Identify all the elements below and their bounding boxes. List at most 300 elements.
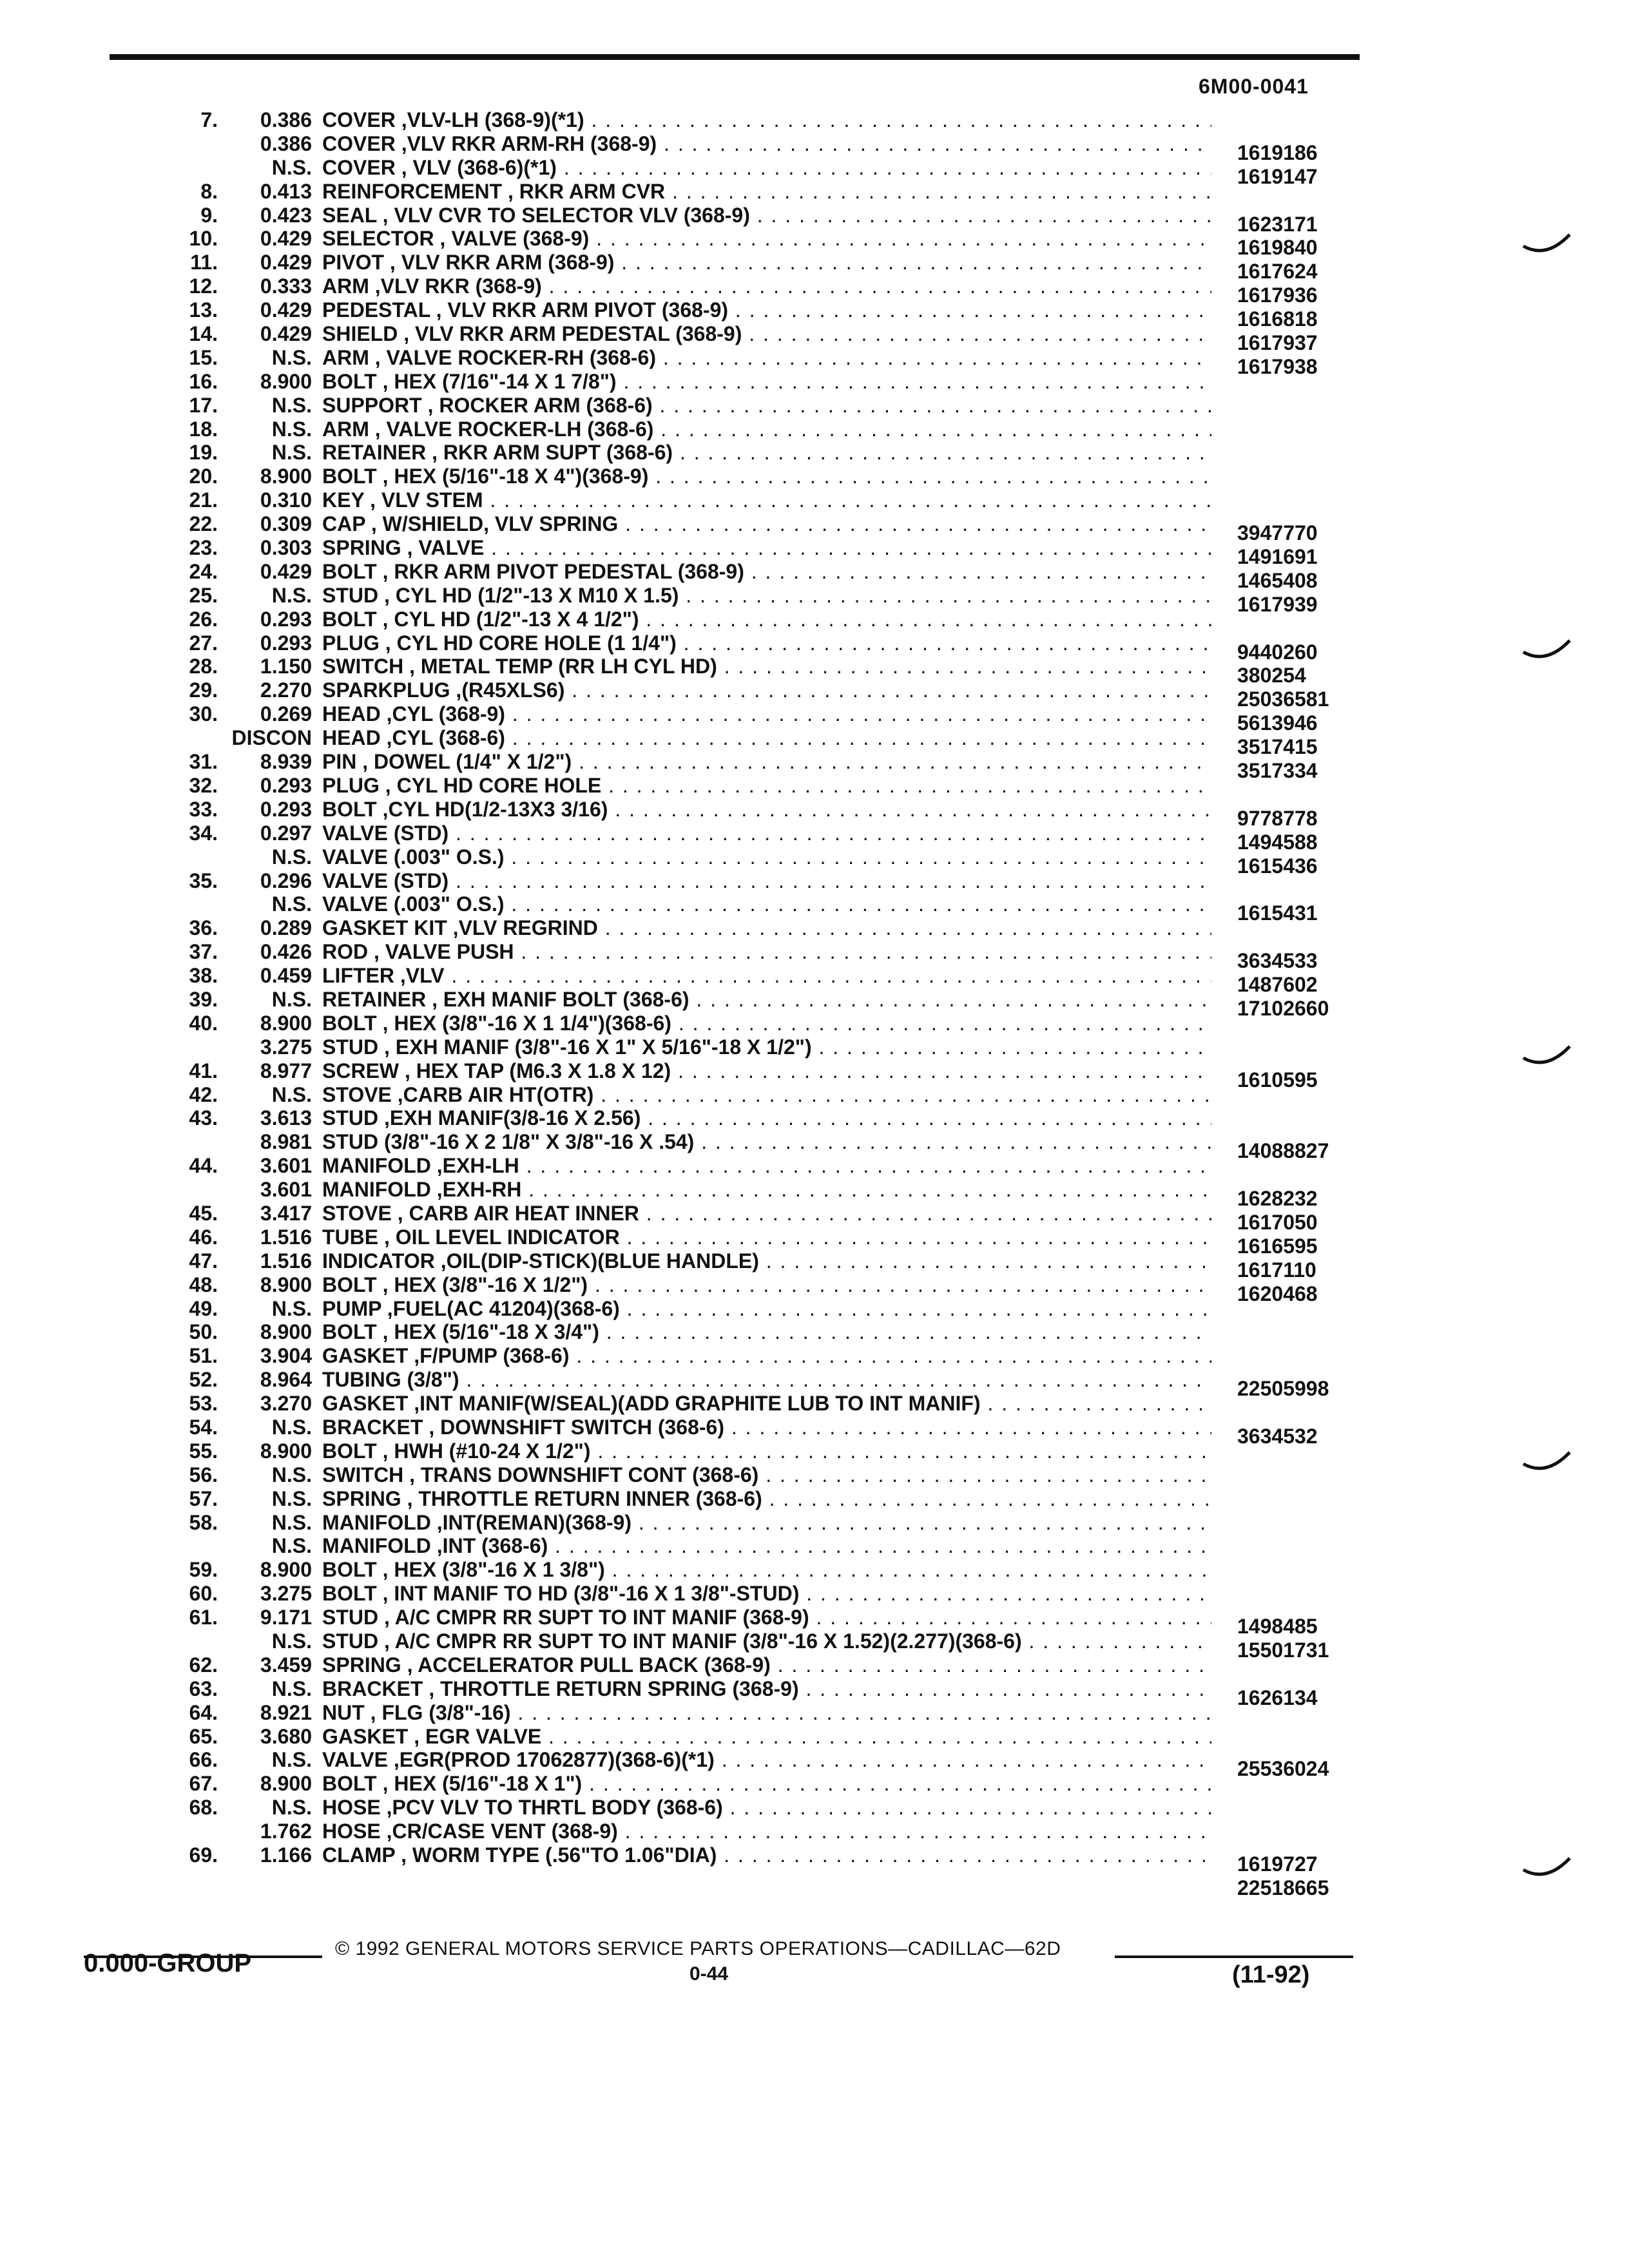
- part-description: BOLT , HEX (5/16"-18 X 1") . . .: [322, 1772, 1211, 1796]
- part-description: PLUG , CYL HD CORE HOLE . . .: [322, 774, 1211, 798]
- parts-row: [0, 1463, 1629, 1487]
- part-description: BOLT , RKR ARM PIVOT PEDESTAL (368-9) . . .: [322, 560, 1211, 584]
- item-number: 54.: [189, 1415, 218, 1439]
- group-number: N.S.: [271, 441, 312, 465]
- group-number: N.S.: [271, 1510, 312, 1534]
- group-number: 0.429: [260, 251, 312, 274]
- group-number: 0.293: [260, 631, 312, 655]
- top-rule: [110, 54, 1360, 60]
- parts-row: [0, 1320, 1629, 1344]
- group-number: N.S.: [271, 1748, 312, 1772]
- group-number: 0.429: [260, 227, 312, 251]
- item-number: 13.: [189, 298, 218, 322]
- part-description: BOLT , HEX (3/8"-16 X 1/2") . . .: [322, 1273, 1211, 1297]
- parts-row: [0, 465, 1629, 488]
- parts-row: [0, 608, 1629, 631]
- item-number: 52.: [189, 1368, 218, 1392]
- group-number: N.S.: [271, 417, 312, 441]
- item-number: 51.: [189, 1344, 218, 1368]
- item-number: 16.: [189, 369, 218, 393]
- item-number: 40.: [189, 1011, 218, 1035]
- parts-row: [0, 1344, 1629, 1368]
- part-description: HEAD ,CYL (368-9) . . .: [322, 702, 1211, 726]
- item-number: 65.: [189, 1724, 218, 1748]
- group-number: N.S.: [271, 345, 312, 369]
- group-number: 0.459: [260, 964, 312, 988]
- part-description: ARM , VALVE ROCKER-RH (368-6) . . .: [322, 346, 1211, 370]
- margin-tick-mark: [1521, 232, 1572, 258]
- item-number: 20.: [189, 465, 218, 488]
- group-number: 8.900: [260, 1011, 312, 1035]
- parts-row: [0, 583, 1629, 616]
- parts-row: [0, 322, 1629, 355]
- group-number: N.S.: [271, 987, 312, 1011]
- part-description: STUD ,EXH MANIF(3/8-16 X 2.56) . . .: [322, 1106, 1211, 1130]
- part-number: 14088827: [1237, 1139, 1329, 1163]
- group-number: 8.900: [260, 1558, 312, 1582]
- page-code: 6M00-0041: [1199, 75, 1309, 98]
- parts-row: [0, 1201, 1629, 1234]
- parts-row: [0, 702, 1629, 735]
- group-number: N.S.: [271, 1415, 312, 1439]
- part-description: HOSE ,CR/CASE VENT (368-9) . . .: [322, 1820, 1211, 1843]
- group-number: N.S.: [271, 393, 312, 417]
- item-number: 29.: [189, 678, 218, 702]
- parts-row: [0, 1772, 1629, 1796]
- parts-row: [0, 512, 1629, 545]
- part-number: 25036581: [1237, 687, 1329, 711]
- part-number: 5613946: [1237, 711, 1318, 735]
- group-number: 3.613: [260, 1106, 312, 1130]
- item-number: 62.: [189, 1653, 218, 1677]
- part-number: 1487602: [1237, 973, 1318, 997]
- item-number: 32.: [189, 773, 218, 797]
- group-number: 0.429: [260, 298, 312, 322]
- part-description: SPRING , THROTTLE RETURN INNER (368-6) . . .: [322, 1487, 1211, 1511]
- part-description: STUD , A/C CMPR RR SUPT TO INT MANIF (3/8"-16 X 1.52)(2.277)(368-6) . . .: [322, 1629, 1211, 1653]
- part-number: 1616595: [1237, 1234, 1318, 1258]
- parts-row: [0, 441, 1629, 465]
- item-number: 27.: [189, 631, 218, 655]
- group-number: 8.900: [260, 1439, 312, 1463]
- part-number: 1498485: [1237, 1615, 1318, 1639]
- item-number: 25.: [189, 583, 218, 607]
- part-number: 3947770: [1237, 521, 1318, 545]
- item-number: 46.: [189, 1225, 218, 1249]
- part-description: KEY , VLV STEM . . .: [322, 488, 1211, 512]
- item-number: 30.: [189, 702, 218, 726]
- part-number: 22518665: [1237, 1876, 1329, 1899]
- item-number: 50.: [189, 1320, 218, 1344]
- part-number: 15501731: [1237, 1639, 1329, 1662]
- item-number: 23.: [189, 536, 218, 560]
- item-number: 19.: [189, 441, 218, 465]
- parts-row: [0, 251, 1629, 284]
- group-number: 0.426: [260, 940, 312, 964]
- item-number: 38.: [189, 964, 218, 988]
- parts-row: [0, 821, 1629, 854]
- part-number: 3634533: [1237, 949, 1318, 973]
- part-number: 380254: [1237, 664, 1306, 687]
- part-description: CAP , W/SHIELD, VLV SPRING . . .: [322, 512, 1211, 536]
- item-number: 68.: [189, 1796, 218, 1820]
- group-number: 3.601: [260, 1154, 312, 1178]
- parts-row: [0, 1225, 1629, 1258]
- item-number: 34.: [189, 821, 218, 845]
- group-number: 8.900: [260, 1320, 312, 1344]
- part-number: 9778778: [1237, 806, 1318, 830]
- item-number: 9.: [200, 203, 218, 227]
- group-number: 8.964: [260, 1368, 312, 1392]
- parts-row: [0, 1368, 1629, 1401]
- parts-row: [0, 418, 1629, 441]
- part-number: 1617624: [1237, 260, 1318, 284]
- part-description: HOSE ,PCV VLV TO THRTL BODY (368-6) . . .: [322, 1796, 1211, 1820]
- part-number: 1465408: [1237, 568, 1318, 592]
- margin-tick-mark: [1521, 1856, 1572, 1881]
- group-number: N.S.: [271, 1629, 312, 1653]
- part-description: GASKET ,F/PUMP (368-6) . . .: [322, 1344, 1211, 1368]
- group-number: 0.413: [260, 179, 312, 203]
- parts-row: [0, 1059, 1629, 1091]
- part-description: BOLT , HEX (7/16"-14 X 1 7/8") . . .: [322, 370, 1211, 394]
- parts-row: [0, 1035, 1629, 1059]
- parts-row: [0, 1249, 1629, 1282]
- item-number: 8.: [200, 179, 218, 203]
- group-number: 0.429: [260, 559, 312, 583]
- group-number: 1.516: [260, 1249, 312, 1273]
- item-number: 42.: [189, 1082, 218, 1106]
- part-number: 1619186: [1237, 140, 1318, 164]
- parts-row: [0, 1796, 1629, 1820]
- group-number: N.S.: [271, 1296, 312, 1320]
- item-number: 39.: [189, 987, 218, 1011]
- parts-row: [0, 987, 1629, 1020]
- part-description: MANIFOLD ,INT(REMAN)(368-9) . . .: [322, 1511, 1211, 1535]
- parts-row: [0, 1511, 1629, 1535]
- parts-row: [0, 488, 1629, 512]
- part-number: 17102660: [1237, 996, 1329, 1020]
- parts-row: [0, 631, 1629, 664]
- part-number: 1617050: [1237, 1210, 1318, 1234]
- parts-row: [0, 1843, 1629, 1876]
- part-description: BOLT ,CYL HD(1/2-13X3 3/16) . . .: [322, 798, 1211, 822]
- parts-row: [0, 1012, 1629, 1035]
- part-description: RETAINER , RKR ARM SUPT (368-6) . . .: [322, 441, 1211, 465]
- item-number: 58.: [189, 1510, 218, 1534]
- part-description: MANIFOLD ,INT (368-6) . . .: [322, 1534, 1211, 1558]
- part-number: 1617936: [1237, 284, 1318, 307]
- part-number: 1626134: [1237, 1686, 1318, 1709]
- parts-row: [0, 1392, 1629, 1416]
- part-description: INDICATOR ,OIL(DIP-STICK)(BLUE HANDLE) . . .: [322, 1249, 1211, 1273]
- parts-list: [0, 108, 1629, 1899]
- item-number: 64.: [189, 1700, 218, 1724]
- group-number: 0.293: [260, 773, 312, 797]
- part-description: ARM ,VLV RKR (368-9) . . .: [322, 274, 1211, 298]
- group-number: 0.269: [260, 702, 312, 726]
- part-description: TUBE , OIL LEVEL INDICATOR . . .: [322, 1225, 1211, 1249]
- margin-tick-mark: [1521, 1450, 1572, 1475]
- group-number: 0.297: [260, 821, 312, 845]
- part-number: 1619840: [1237, 236, 1318, 260]
- group-number: 8.900: [260, 465, 312, 488]
- item-number: 11.: [190, 251, 218, 274]
- parts-row: [0, 1606, 1629, 1639]
- footer-date: (11-92): [1232, 1961, 1310, 1988]
- part-number: 1617939: [1237, 592, 1318, 616]
- parts-row: [0, 1534, 1629, 1558]
- group-number: 8.981: [260, 1130, 312, 1154]
- item-number: 10.: [189, 227, 218, 251]
- margin-tick-mark: [1521, 1044, 1572, 1070]
- item-number: 12.: [189, 274, 218, 298]
- group-number: 0.429: [260, 322, 312, 346]
- parts-row: [0, 155, 1629, 188]
- part-description: PIN , DOWEL (1/4" X 1/2") . . .: [322, 750, 1211, 774]
- item-number: 53.: [189, 1392, 218, 1416]
- part-description: SCREW , HEX TAP (M6.3 X 1.8 X 12) . . .: [322, 1059, 1211, 1083]
- part-description: STUD , CYL HD (1/2"-13 X M10 X 1.5) . . .: [322, 584, 1211, 608]
- item-number: 43.: [189, 1106, 218, 1130]
- part-description: COVER ,VLV RKR ARM-RH (368-9) . . .: [322, 132, 1211, 156]
- group-number: 0.293: [260, 607, 312, 631]
- part-number: 1617110: [1237, 1258, 1316, 1282]
- parts-row: [0, 1677, 1629, 1709]
- group-number: 1.166: [260, 1843, 312, 1867]
- item-number: 14.: [189, 322, 218, 346]
- part-number: 25536024: [1237, 1757, 1329, 1781]
- part-number: 1491691: [1237, 545, 1318, 569]
- part-description: STUD (3/8"-16 X 2 1/8" X 3/8"-16 X .54) . . .: [322, 1130, 1211, 1154]
- group-number: 0.293: [260, 797, 312, 821]
- parts-row: [0, 940, 1629, 973]
- item-number: 55.: [189, 1439, 218, 1463]
- part-description: STOVE ,CARB AIR HT(OTR) . . .: [322, 1083, 1211, 1107]
- part-description: COVER ,VLV-LH (368-9)(*1) . . .: [322, 108, 1211, 132]
- parts-row: [0, 1083, 1629, 1107]
- parts-row: [0, 869, 1629, 893]
- parts-row: [0, 750, 1629, 783]
- group-number: 3.275: [260, 1582, 312, 1606]
- group-number: N.S.: [271, 892, 312, 916]
- group-number: 1.762: [260, 1820, 312, 1843]
- part-description: NUT , FLG (3/8"-16) . . .: [322, 1701, 1211, 1725]
- part-description: PEDESTAL , VLV RKR ARM PIVOT (368-9) . . .: [322, 298, 1211, 322]
- parts-row: [0, 726, 1629, 759]
- part-description: MANIFOLD ,EXH-RH . . .: [322, 1178, 1211, 1202]
- parts-row: [0, 845, 1629, 878]
- part-description: HEAD ,CYL (368-6) . . .: [322, 726, 1211, 750]
- part-description: ROD , VALVE PUSH . . .: [322, 940, 1211, 964]
- group-number: N.S.: [271, 1082, 312, 1106]
- group-number: N.S.: [271, 1486, 312, 1510]
- parts-row: [0, 370, 1629, 394]
- parts-row: [0, 678, 1629, 711]
- parts-row: [0, 203, 1629, 236]
- parts-row: [0, 774, 1629, 798]
- group-number: N.S.: [271, 1796, 312, 1820]
- parts-row: [0, 1820, 1629, 1843]
- item-number: 22.: [189, 512, 218, 536]
- group-number: N.S.: [271, 583, 312, 607]
- part-number: 3517334: [1237, 759, 1318, 783]
- parts-row: [0, 655, 1629, 687]
- parts-row: [0, 1748, 1629, 1781]
- item-number: 15.: [189, 345, 218, 369]
- item-number: 37.: [189, 940, 218, 964]
- item-number: 47.: [189, 1249, 218, 1273]
- item-number: 31.: [189, 750, 218, 774]
- group-number: 2.270: [260, 678, 312, 702]
- parts-row: [0, 1415, 1629, 1448]
- group-number: 0.386: [260, 131, 312, 155]
- part-description: VALVE ,EGR(PROD 17062877)(368-6)(*1) . . .: [322, 1748, 1211, 1772]
- item-number: 17.: [189, 393, 218, 417]
- part-description: VALVE (STD) . . .: [322, 822, 1211, 845]
- part-description: STUD , A/C CMPR RR SUPT TO INT MANIF (368-9) . . .: [322, 1606, 1211, 1629]
- part-description: VALVE (STD) . . .: [322, 869, 1211, 893]
- part-description: VALVE (.003" O.S.) . . .: [322, 892, 1211, 916]
- part-description: LIFTER ,VLV . . .: [322, 964, 1211, 988]
- group-number: DISCON: [231, 726, 312, 750]
- item-number: 21.: [189, 488, 218, 512]
- part-description: STUD , EXH MANIF (3/8"-16 X 1" X 5/16"-18 X 1/2") . . .: [322, 1035, 1211, 1059]
- item-number: 56.: [189, 1463, 218, 1486]
- item-number: 35.: [189, 869, 218, 892]
- part-number: 1616818: [1237, 307, 1318, 331]
- group-number: 3.417: [260, 1201, 312, 1225]
- group-number: 1.516: [260, 1225, 312, 1249]
- parts-row: [0, 1867, 1629, 1899]
- item-number: 61.: [189, 1606, 218, 1629]
- parts-row: [0, 1582, 1629, 1606]
- part-number: 1620468: [1237, 1282, 1318, 1305]
- group-number: 3.680: [260, 1724, 312, 1748]
- part-description: SPARKPLUG ,(R45XLS6) . . .: [322, 678, 1211, 702]
- group-number: 0.310: [260, 488, 312, 512]
- part-description: ARM , VALVE ROCKER-LH (368-6) . . .: [322, 418, 1211, 441]
- part-number: 1619727: [1237, 1852, 1318, 1876]
- item-number: 45.: [189, 1201, 218, 1225]
- margin-tick-mark: [1521, 638, 1572, 664]
- part-number: 1617938: [1237, 354, 1318, 378]
- parts-row: [0, 797, 1629, 830]
- group-number: N.S.: [271, 1677, 312, 1700]
- parts-row: [0, 1629, 1629, 1662]
- part-description: BRACKET , THROTTLE RETURN SPRING (368-9) . . .: [322, 1677, 1211, 1701]
- group-number: 8.939: [260, 750, 312, 774]
- part-description: SEAL , VLV CVR TO SELECTOR VLV (368-9) . . .: [322, 204, 1211, 227]
- group-number: 3.601: [260, 1178, 312, 1202]
- part-number: 1615436: [1237, 854, 1318, 878]
- group-number: 0.423: [260, 203, 312, 227]
- part-description: COVER , VLV (368-6)(*1) . . .: [322, 156, 1211, 180]
- parts-row: [0, 1487, 1629, 1511]
- item-number: 67.: [189, 1772, 218, 1796]
- group-number: 0.333: [260, 274, 312, 298]
- group-number: 8.900: [260, 369, 312, 393]
- item-number: 48.: [189, 1273, 218, 1296]
- part-description: TUBING (3/8") . . .: [322, 1368, 1211, 1392]
- parts-row: [0, 1701, 1629, 1725]
- group-number: 0.309: [260, 512, 312, 536]
- part-description: GASKET ,INT MANIF(W/SEAL)(ADD GRAPHITE LUB TO INT MANIF) . . .: [322, 1392, 1211, 1416]
- group-number: 0.303: [260, 536, 312, 560]
- part-number: 1617937: [1237, 331, 1318, 355]
- parts-row: [0, 1178, 1629, 1211]
- parts-row: [0, 298, 1629, 331]
- part-description: GASKET KIT ,VLV REGRIND . . .: [322, 916, 1211, 940]
- part-description: VALVE (.003" O.S.) . . .: [322, 845, 1211, 869]
- part-number: 1610595: [1237, 1068, 1318, 1091]
- item-number: 28.: [189, 655, 218, 678]
- group-number: N.S.: [271, 155, 312, 179]
- part-description: MANIFOLD ,EXH-LH . . .: [322, 1154, 1211, 1178]
- item-number: 24.: [189, 559, 218, 583]
- item-number: 41.: [189, 1059, 218, 1082]
- part-number: 1615431: [1237, 901, 1318, 925]
- parts-row: [0, 1297, 1629, 1321]
- parts-row: [0, 1106, 1629, 1130]
- item-number: 49.: [189, 1296, 218, 1320]
- part-number: 9440260: [1237, 640, 1318, 664]
- parts-row: [0, 180, 1629, 204]
- parts-row: [0, 227, 1629, 260]
- parts-row: [0, 892, 1629, 925]
- group-number: N.S.: [271, 845, 312, 869]
- item-number: 33.: [189, 797, 218, 821]
- part-description: RETAINER , EXH MANIF BOLT (368-6) . . .: [322, 988, 1211, 1012]
- parts-row: [0, 1725, 1629, 1749]
- part-description: STOVE , CARB AIR HEAT INNER . . .: [322, 1202, 1211, 1225]
- part-description: CLAMP , WORM TYPE (.56"TO 1.06"DIA) . . .: [322, 1843, 1211, 1867]
- part-description: SPRING , VALVE . . .: [322, 536, 1211, 560]
- part-description: PUMP ,FUEL(AC 41204)(368-6) . . .: [322, 1297, 1211, 1321]
- part-number: 3517415: [1237, 735, 1318, 759]
- item-number: 59.: [189, 1558, 218, 1582]
- item-number: 36.: [189, 916, 218, 940]
- part-description: BOLT , HEX (5/16"-18 X 3/4") . . .: [322, 1320, 1211, 1344]
- group-number: 8.921: [260, 1700, 312, 1724]
- parts-row: [0, 1154, 1629, 1178]
- part-number: 1628232: [1237, 1187, 1318, 1211]
- item-number: 18.: [189, 417, 218, 441]
- item-number: 60.: [189, 1582, 218, 1606]
- part-number: 3634532: [1237, 1424, 1318, 1448]
- parts-row: [0, 536, 1629, 569]
- group-number: 1.150: [260, 655, 312, 678]
- group-number: N.S.: [271, 1463, 312, 1486]
- parts-row: [0, 559, 1629, 592]
- part-description: BRACKET , DOWNSHIFT SWITCH (368-6) . . .: [322, 1416, 1211, 1439]
- item-number: 26.: [189, 607, 218, 631]
- group-number: 3.459: [260, 1653, 312, 1677]
- parts-row: [0, 1653, 1629, 1677]
- parts-row: [0, 964, 1629, 997]
- part-number: 22505998: [1237, 1377, 1329, 1401]
- part-description: BOLT , CYL HD (1/2"-13 X 4 1/2") . . .: [322, 608, 1211, 631]
- footer-copyright: © 1992 GENERAL MOTORS SERVICE PARTS OPERATIONS—CADILLAC—62D: [335, 1938, 1061, 1959]
- footer-group: 0.000-GROUP: [84, 1949, 252, 1977]
- part-number: 1623171: [1237, 212, 1318, 236]
- part-description: SHIELD , VLV RKR ARM PEDESTAL (368-9) . . .: [322, 322, 1211, 346]
- part-description: PLUG , CYL HD CORE HOLE (1 1/4") . . .: [322, 631, 1211, 655]
- part-description: BOLT , HEX (3/8"-16 X 1 3/8") . . .: [322, 1558, 1211, 1582]
- item-number: 57.: [189, 1486, 218, 1510]
- part-description: BOLT , HWH (#10-24 X 1/2") . . .: [322, 1439, 1211, 1463]
- part-description: SELECTOR , VALVE (368-9) . . .: [322, 227, 1211, 251]
